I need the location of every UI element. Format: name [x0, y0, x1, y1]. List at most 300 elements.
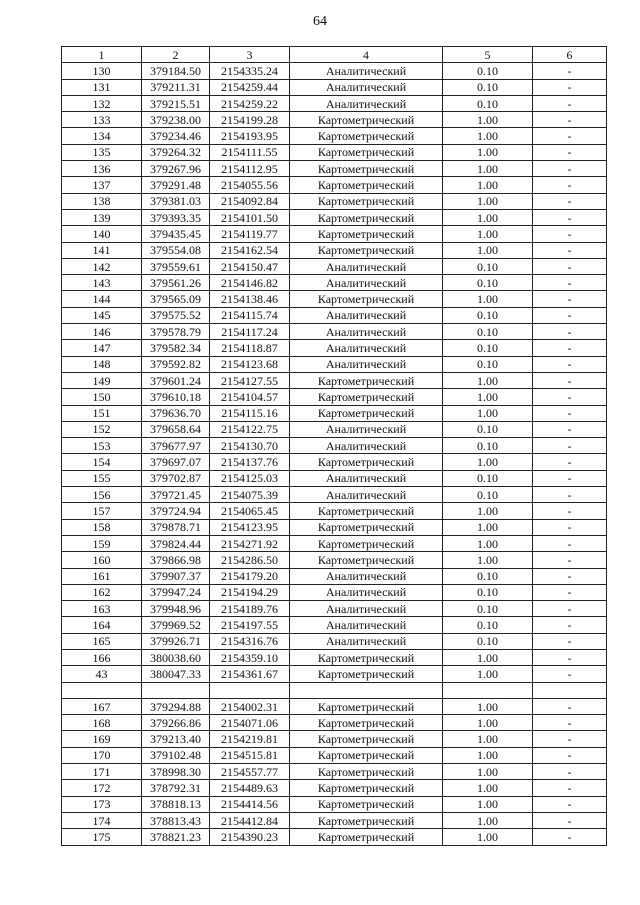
table-cell: 379592.82: [142, 356, 210, 372]
table-cell: Картометрический: [290, 389, 443, 405]
table-row: [62, 666, 607, 682]
table-cell: -: [533, 535, 607, 551]
table-cell: 379559.61: [142, 258, 210, 274]
table-cell: 2154101.50: [210, 209, 290, 225]
table-cell: 379947.24: [142, 584, 210, 600]
table-cell: -: [533, 79, 607, 95]
table-cell: Аналитический: [290, 470, 443, 486]
table-cell: 379578.79: [142, 324, 210, 340]
table-cell: Картометрический: [290, 405, 443, 421]
table-cell: Аналитический: [290, 275, 443, 291]
table-row: [62, 193, 607, 209]
table-cell: -: [533, 601, 607, 617]
table-cell: 379565.09: [142, 291, 210, 307]
table-cell: Аналитический: [290, 63, 443, 79]
table-cell: 0.10: [443, 438, 533, 454]
table-cell: -: [533, 193, 607, 209]
table-cell: Аналитический: [290, 258, 443, 274]
table-cell: Картометрический: [290, 715, 443, 731]
table-cell: -: [533, 584, 607, 600]
table-cell: 139: [62, 209, 142, 225]
table-cell: 379393.35: [142, 209, 210, 225]
table-cell: 379582.34: [142, 340, 210, 356]
table-cell: 162: [62, 584, 142, 600]
table-cell: [142, 682, 210, 698]
table-cell: 173: [62, 796, 142, 812]
table-cell: Картометрический: [290, 209, 443, 225]
table-cell: 2154104.57: [210, 389, 290, 405]
column-header: 4: [290, 47, 443, 63]
table-cell: -: [533, 519, 607, 535]
table-cell: 1.00: [443, 128, 533, 144]
table-row: [62, 731, 607, 747]
table-cell: 2154361.67: [210, 666, 290, 682]
table-row: [62, 617, 607, 633]
table-cell: 379702.87: [142, 470, 210, 486]
table-cell: 152: [62, 421, 142, 437]
table-cell: 379102.48: [142, 747, 210, 763]
table-cell: 0.10: [443, 601, 533, 617]
table-cell: 0.10: [443, 258, 533, 274]
table-cell: 2154112.95: [210, 161, 290, 177]
table-cell: 1.00: [443, 144, 533, 160]
table-cell: 1.00: [443, 242, 533, 258]
table-cell: Аналитический: [290, 324, 443, 340]
table-cell: 137: [62, 177, 142, 193]
table-row: [62, 715, 607, 731]
table-cell: 379721.45: [142, 487, 210, 503]
table-row: [62, 63, 607, 79]
table-cell: 379575.52: [142, 307, 210, 323]
table-row: [62, 764, 607, 780]
table-cell: 2154335.24: [210, 63, 290, 79]
table-cell: 378818.13: [142, 796, 210, 812]
table-cell: 2154359.10: [210, 649, 290, 665]
table-cell: Картометрический: [290, 503, 443, 519]
table-cell: 164: [62, 617, 142, 633]
table-cell: -: [533, 389, 607, 405]
table-row: [62, 389, 607, 405]
table-cell: 2154162.54: [210, 242, 290, 258]
table-cell: 2154115.16: [210, 405, 290, 421]
table-cell: 2154137.76: [210, 454, 290, 470]
table-row: [62, 747, 607, 763]
table-row: [62, 649, 607, 665]
table-cell: [443, 682, 533, 698]
table-row: [62, 780, 607, 796]
table-cell: -: [533, 209, 607, 225]
column-header: 6: [533, 47, 607, 63]
table-cell: -: [533, 356, 607, 372]
table-cell: 151: [62, 405, 142, 421]
table-cell: 1.00: [443, 372, 533, 388]
table-cell: 379561.26: [142, 275, 210, 291]
table-cell: Аналитический: [290, 340, 443, 356]
table-body: [62, 63, 607, 845]
table-cell: -: [533, 128, 607, 144]
table-cell: 2154316.76: [210, 633, 290, 649]
table-cell: Картометрический: [290, 666, 443, 682]
table-cell: 379238.00: [142, 112, 210, 128]
table-cell: 1.00: [443, 112, 533, 128]
table-cell: 170: [62, 747, 142, 763]
table-row: [62, 177, 607, 193]
table-row: [62, 242, 607, 258]
table-cell: 2154138.46: [210, 291, 290, 307]
table-cell: 379878.71: [142, 519, 210, 535]
table-row: [62, 454, 607, 470]
table-cell: 379724.94: [142, 503, 210, 519]
table-cell: Картометрический: [290, 112, 443, 128]
table-row: [62, 405, 607, 421]
table-cell: -: [533, 226, 607, 242]
table-cell: Картометрический: [290, 193, 443, 209]
table-cell: -: [533, 829, 607, 845]
table-row: [62, 161, 607, 177]
table-cell: -: [533, 144, 607, 160]
table-cell: 380047.33: [142, 666, 210, 682]
table-cell: 379264.32: [142, 144, 210, 160]
table-cell: 2154194.29: [210, 584, 290, 600]
table-cell: 2154071.06: [210, 715, 290, 731]
table-cell: 168: [62, 715, 142, 731]
table-cell: Аналитический: [290, 438, 443, 454]
table-cell: 379294.88: [142, 698, 210, 714]
table-row: [62, 535, 607, 551]
table-cell: 157: [62, 503, 142, 519]
table-cell: 2154390.23: [210, 829, 290, 845]
table-cell: 1.00: [443, 177, 533, 193]
table-cell: 379267.96: [142, 161, 210, 177]
table-cell: 2154219.81: [210, 731, 290, 747]
table-cell: 130: [62, 63, 142, 79]
table-cell: 379184.50: [142, 63, 210, 79]
table-row: [62, 796, 607, 812]
table-cell: 142: [62, 258, 142, 274]
table-cell: 1.00: [443, 715, 533, 731]
table-cell: Аналитический: [290, 307, 443, 323]
table-cell: 1.00: [443, 193, 533, 209]
table-cell: 2154199.28: [210, 112, 290, 128]
table-cell: 153: [62, 438, 142, 454]
table-cell: -: [533, 698, 607, 714]
table-cell: Картометрический: [290, 454, 443, 470]
table-cell: 166: [62, 649, 142, 665]
table-cell: -: [533, 63, 607, 79]
table-row: [62, 372, 607, 388]
table-cell: -: [533, 161, 607, 177]
table-cell: 1.00: [443, 454, 533, 470]
table-row: [62, 568, 607, 584]
table-row: [62, 356, 607, 372]
table-cell: 2154557.77: [210, 764, 290, 780]
table-cell: 379824.44: [142, 535, 210, 551]
table-cell: 155: [62, 470, 142, 486]
table-cell: 378998.30: [142, 764, 210, 780]
table-cell: -: [533, 552, 607, 568]
table-cell: -: [533, 438, 607, 454]
table-cell: 1.00: [443, 747, 533, 763]
table-cell: 150: [62, 389, 142, 405]
table-cell: 165: [62, 633, 142, 649]
table-cell: Аналитический: [290, 95, 443, 111]
table-cell: 158: [62, 519, 142, 535]
table-row: [62, 340, 607, 356]
table-cell: 2154412.84: [210, 812, 290, 828]
table-cell: 1.00: [443, 829, 533, 845]
table-cell: 1.00: [443, 552, 533, 568]
table-cell: -: [533, 617, 607, 633]
table-cell: 1.00: [443, 764, 533, 780]
table-cell: 2154092.84: [210, 193, 290, 209]
table-cell: 2154125.03: [210, 470, 290, 486]
table-cell: -: [533, 454, 607, 470]
table-cell: 0.10: [443, 584, 533, 600]
table-cell: 2154111.55: [210, 144, 290, 160]
table-cell: 2154150.47: [210, 258, 290, 274]
table-cell: 0.10: [443, 95, 533, 111]
table-cell: Картометрический: [290, 731, 443, 747]
table-cell: Картометрический: [290, 747, 443, 763]
table-cell: -: [533, 568, 607, 584]
table-cell: 2154193.95: [210, 128, 290, 144]
table-cell: 160: [62, 552, 142, 568]
table-cell: 161: [62, 568, 142, 584]
table-cell: -: [533, 405, 607, 421]
table-cell: Картометрический: [290, 519, 443, 535]
table-cell: 143: [62, 275, 142, 291]
table-cell: 2154259.44: [210, 79, 290, 95]
table-cell: 140: [62, 226, 142, 242]
table-cell: -: [533, 275, 607, 291]
table-cell: 379435.45: [142, 226, 210, 242]
table-cell: Картометрический: [290, 242, 443, 258]
table-row: [62, 421, 607, 437]
table-cell: 167: [62, 698, 142, 714]
table-cell: -: [533, 747, 607, 763]
table-cell: 1.00: [443, 731, 533, 747]
table-cell: 379554.08: [142, 242, 210, 258]
table-cell: 2154118.87: [210, 340, 290, 356]
table-cell: 132: [62, 95, 142, 111]
table-cell: 1.00: [443, 698, 533, 714]
table-cell: 2154259.22: [210, 95, 290, 111]
table-cell: -: [533, 812, 607, 828]
table-cell: Картометрический: [290, 552, 443, 568]
table-cell: 379948.96: [142, 601, 210, 617]
table-cell: Аналитический: [290, 79, 443, 95]
table-cell: 1.00: [443, 226, 533, 242]
table-row: [62, 79, 607, 95]
table-cell: Аналитический: [290, 487, 443, 503]
table-row: [62, 633, 607, 649]
table-cell: 0.10: [443, 356, 533, 372]
table-cell: Аналитический: [290, 617, 443, 633]
table-cell: [210, 682, 290, 698]
table-row: [62, 275, 607, 291]
table-cell: Картометрический: [290, 796, 443, 812]
table-row: [62, 112, 607, 128]
table-row: [62, 552, 607, 568]
table-row: [62, 128, 607, 144]
table-cell: 379697.07: [142, 454, 210, 470]
table-cell: 169: [62, 731, 142, 747]
table-cell: 146: [62, 324, 142, 340]
table-row: [62, 307, 607, 323]
table-cell: 0.10: [443, 307, 533, 323]
table-cell: 136: [62, 161, 142, 177]
table-row: [62, 258, 607, 274]
table-cell: -: [533, 177, 607, 193]
table-cell: 379907.37: [142, 568, 210, 584]
table-cell: Картометрический: [290, 128, 443, 144]
table-cell: -: [533, 470, 607, 486]
table-cell: Картометрический: [290, 780, 443, 796]
table-cell: 0.10: [443, 421, 533, 437]
table-cell: -: [533, 95, 607, 111]
table-cell: Картометрический: [290, 161, 443, 177]
table-cell: 0.10: [443, 340, 533, 356]
table-cell: -: [533, 796, 607, 812]
table-cell: 175: [62, 829, 142, 845]
table-cell: -: [533, 649, 607, 665]
table-cell: 2154119.77: [210, 226, 290, 242]
table-row: [62, 324, 607, 340]
table-cell: 144: [62, 291, 142, 307]
coordinates-table: [61, 46, 607, 846]
table-cell: 379266.86: [142, 715, 210, 731]
table-row: [62, 487, 607, 503]
table-cell: 0.10: [443, 470, 533, 486]
table-cell: 135: [62, 144, 142, 160]
table-cell: 379213.40: [142, 731, 210, 747]
table-row: [62, 519, 607, 535]
table-cell: -: [533, 324, 607, 340]
table-cell: 171: [62, 764, 142, 780]
table-cell: Аналитический: [290, 584, 443, 600]
table-cell: 379211.31: [142, 79, 210, 95]
column-header: 3: [210, 47, 290, 63]
table-cell: [62, 682, 142, 698]
table-cell: 174: [62, 812, 142, 828]
table-cell: 1.00: [443, 405, 533, 421]
table-row: [62, 584, 607, 600]
table-cell: -: [533, 340, 607, 356]
table-cell: 1.00: [443, 161, 533, 177]
table-row: [62, 698, 607, 714]
table-cell: -: [533, 764, 607, 780]
table-cell: 2154065.45: [210, 503, 290, 519]
table-cell: 149: [62, 372, 142, 388]
table-cell: -: [533, 715, 607, 731]
table-cell: -: [533, 780, 607, 796]
table-cell: Картометрический: [290, 649, 443, 665]
table-cell: 0.10: [443, 63, 533, 79]
table-header-row: [62, 47, 607, 63]
table-cell: 379601.24: [142, 372, 210, 388]
table-cell: 379215.51: [142, 95, 210, 111]
table-cell: 379636.70: [142, 405, 210, 421]
table-cell: -: [533, 633, 607, 649]
table-cell: 2154127.55: [210, 372, 290, 388]
table-cell: Картометрический: [290, 764, 443, 780]
table-row: [62, 682, 607, 698]
table-cell: 2154189.76: [210, 601, 290, 617]
table-row: [62, 144, 607, 160]
table-cell: -: [533, 503, 607, 519]
table-cell: -: [533, 307, 607, 323]
table-cell: 159: [62, 535, 142, 551]
table-cell: -: [533, 242, 607, 258]
table-cell: 2154414.56: [210, 796, 290, 812]
table-cell: 379658.64: [142, 421, 210, 437]
table-row: [62, 438, 607, 454]
table-cell: Картометрический: [290, 698, 443, 714]
table-cell: [290, 682, 443, 698]
table-cell: 1.00: [443, 796, 533, 812]
table-row: [62, 812, 607, 828]
table-cell: 141: [62, 242, 142, 258]
table-cell: 0.10: [443, 79, 533, 95]
table-cell: -: [533, 421, 607, 437]
table-cell: 1.00: [443, 535, 533, 551]
table-row: [62, 470, 607, 486]
table-cell: 2154117.24: [210, 324, 290, 340]
table-cell: -: [533, 731, 607, 747]
table-cell: 2154179.20: [210, 568, 290, 584]
table-row: [62, 829, 607, 845]
table-cell: 2154122.75: [210, 421, 290, 437]
table-cell: 2154489.63: [210, 780, 290, 796]
table-cell: 1.00: [443, 209, 533, 225]
table-cell: 2154197.55: [210, 617, 290, 633]
table-cell: 380038.60: [142, 649, 210, 665]
table-cell: 379926.71: [142, 633, 210, 649]
table-row: [62, 226, 607, 242]
page-number: 64: [313, 14, 327, 29]
table-cell: 378821.23: [142, 829, 210, 845]
table-cell: 131: [62, 79, 142, 95]
table-cell: 148: [62, 356, 142, 372]
table-cell: 0.10: [443, 275, 533, 291]
table-cell: Картометрический: [290, 291, 443, 307]
table-cell: 147: [62, 340, 142, 356]
table-cell: -: [533, 666, 607, 682]
table-cell: -: [533, 487, 607, 503]
table-cell: 133: [62, 112, 142, 128]
table-cell: 154: [62, 454, 142, 470]
table-cell: Картометрический: [290, 177, 443, 193]
table-cell: 1.00: [443, 503, 533, 519]
table-cell: 134: [62, 128, 142, 144]
table-cell: 1.00: [443, 389, 533, 405]
table-cell: Картометрический: [290, 812, 443, 828]
table-cell: 2154055.56: [210, 177, 290, 193]
table-cell: 2154515.81: [210, 747, 290, 763]
table-cell: 0.10: [443, 487, 533, 503]
table-cell: 0.10: [443, 633, 533, 649]
table-cell: 1.00: [443, 291, 533, 307]
table-cell: 43: [62, 666, 142, 682]
table-cell: Картометрический: [290, 535, 443, 551]
table-cell: 145: [62, 307, 142, 323]
table-cell: 1.00: [443, 649, 533, 665]
column-header: 5: [443, 47, 533, 63]
table-cell: 379677.97: [142, 438, 210, 454]
table-cell: 172: [62, 780, 142, 796]
table-cell: 2154286.50: [210, 552, 290, 568]
table-cell: 2154002.31: [210, 698, 290, 714]
